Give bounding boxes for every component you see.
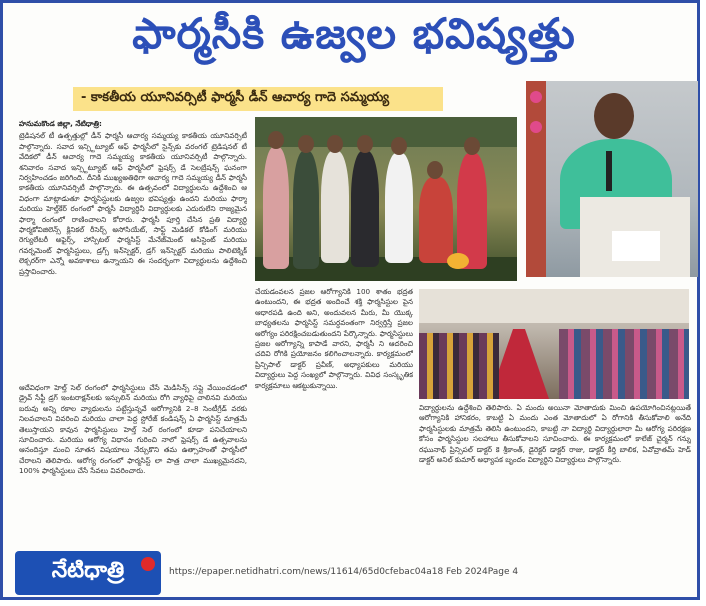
logo-dot-icon bbox=[141, 557, 155, 571]
article-column-1 bbox=[19, 119, 247, 381]
article-text-3: చేయడంవలన ప్రజల ఆరోగ్యానికి 100 శాతం భద్రత ఉంటుందని, ఈ భద్రత అందించే శక్తి ఫార్మసిస్టుల పైన ఆధారపడి ఉంది అని, అందువలన మీరు, మీ యొక్క బాధ్యతలను ఫార్మసిస్ట్ సమర్థవంతంగా నిర్వర్తిస్తే ప్రజల ఆరోగ్యం పరిరక్షించబడుతుందని పేర్కొన్నారు. ఫార్మసిస్టులు ప్రజల ఆరోగ్యాన్ని కాపాడే వారని, ఫార్మసీ ని ఆదరించి చదివి రోగికి ప్రయోజనం కలిగించాలన్నారు. కార్యక్రమంలో ప్రిన్సిపాల్ డాక్టర్ ప్రవీణ్, అధ్యాపకులు మరియు విద్యార్థులు పెద్ద సంఖ్యలో పాల్గొన్నారు. వివిధ సంస్కృతిక కార్యక్రమాలు ఆకట్టుకున్నాయి. bbox=[255, 287, 413, 390]
article-column-3 bbox=[255, 287, 413, 543]
source-url[interactable]: https://epaper.netidhatri.com/news/11614/65d0cfebac04a18 Feb 2024Page 4 bbox=[169, 567, 519, 577]
newspaper-logo bbox=[15, 551, 161, 595]
article-text-4: విద్యార్థులను ఉద్దేశించి తెలిపారు. ఏ మందు అయినా మోతాదుకు మించి ఉపయోగించినట్లయితే ఆరోగ్యానికి హానికరం, కాబట్టి ఏ మందు ఎంత మోతాదులో ఏ రోగానికి తీసుకోవాలి అనేది ఫార్మసిస్టులకు మాత్రమే తెలిసి ఉంటుందని, కాబట్టి నా విద్యార్థి విద్యార్థులారా మీ ఆరోగ్య పరిరక్షణ కోసం ఫార్మసిస్టుల సలహాలు తీసుకోవాలని సూచించారు. ఈ కార్యక్రమంలో కాలేజ్ చైర్మన్ గన్ను రఘునాథ్ ప్రిన్సిపల్ డాక్టర్ కె శ్రీకాంత్, డైరెక్టర్ డాక్టర్ రాజు, డాక్టర్ కీర్తి బాలిక, ఏవోవ్రాతమ్ హెడ్ డాక్టర్ అనిల్ కుమార్ అధ్యాపక బృందం విద్యార్థిని విద్యార్థులు పాల్గొన్నారు. bbox=[419, 403, 691, 465]
article-text-2: ఆదేవిధంగా హెల్త్ సెల్ రంగంలో ఫార్మసిస్టులు చేసే మెడిసిన్స్ సప్లై వేయించడంలో డ్రైవ్ సేఫ్టీ డ్రగ్ ఇంటరాక్షన్‌లకు ఇన్సులిన్ మరియు రోగి వ్యాధిపై చాలినవి మరియు బరువు అన్ని రకాల వ్యాధులను పట్టేస్తున్నవే ఆరోగ్యానికి 2–8 సెంటీగ్రేడ్ వరకు నిలవచాలని వివరించి మరియు చాలా పెద్ద స్టోరేజ్ కండిషన్స్ ఏ ఫార్మసిస్ట్ మాత్రమే తెలుస్తాయని కావున ఫార్మసిస్టులు హెల్త్ సెల్ రంగంలో కూడా పనిచేయాలని సూచించారు. మరియు ఆరోగ్య విధానం గురించి నాలో ఫ్రెషర్స్ డే ఉత్సవాలను ఆనందిస్తూ మంచి నూతన విషయాలు నేర్చుకొని తమ ఉత్సాహంతో ఫార్మసీలో చేరాలని తెలిపారు. ఆరోగ్య రంగంలో ఫార్మసిస్ట్ లా పాత్ర చాలా ముఖ్యమైనదని, 100% ఫార్మసిస్టులు చేసే సేవలు వివరించారు. bbox=[19, 383, 247, 476]
headline: ఫార్మసీకి ఉజ్వల భవిష్యత్తు bbox=[132, 9, 576, 58]
article-column-2 bbox=[19, 383, 247, 543]
subheadline: - కాకతీయ యూనివర్సిటీ ఫార్మసీ డీన్ ఆచార్య గాదె సమ్మయ్య bbox=[73, 87, 443, 111]
photo-group-stage bbox=[255, 117, 517, 281]
logo-text: నేటిధాత్రి bbox=[51, 558, 125, 583]
article-column-4 bbox=[419, 403, 691, 543]
article-text-1: ట్రెడిషనల్ టీ ఉత్పత్తుల్లో డీన్ ఫార్మసీ ఆచార్య సమ్మయ్య కాకతీయ యూనివర్సిటీ పాల్గొన్నారు. సవాద ఇన్స్టిట్యూట్ ఆఫ్ ఫార్మసీలో సైన్స్‌కు వరంగల్ ట్రెడిషనల్ టీ వేదికలో డీన్ ఆచార్య గాదె సమ్మయ్య కాకతీయ యూనివర్సిటీ పాల్గొన్నారు. శనివారం సవాద ఇన్స్టిట్యూట్ ఆఫ్ ఫార్మసీలో ఫ్రెషర్స్ డే సెలబ్రేషన్స్ ఘనంగా నిర్వహించడం జరిగింది. దీనికి ముఖ్యఅతిథిగా ఆచార్య గాదె సమ్మయ్య డీన్ ఫార్మసీ కాకతీయ యూనివర్సిటీ పాల్గొన్నారు. ఈ ఉత్సవంలో విద్యార్థులను ఉద్దేశించి ఆ విధంగా మాట్లాడుతూ ఫార్మసిస్టులకు ఉజ్వల భవిష్యత్తు ఉందని మరియు ఫార్మా మరియు హెల్త్‌కేర్ రంగంలో ఫార్మసీ విద్యార్థినీ విద్యార్థులకు ఎదురులేని రాజ్యమైన ఫార్మా రంగంలో రాణించాలని కోరారు. ఫార్మసీ పూర్తి చేసిన ప్రతి విద్యార్థి ఫార్మకోవిజిలెన్స్ క్లినికల్ రీసెర్చ్ అసోసియేట్, సాఫ్ట్ మెడికల్ కోడింగ్ మరియు రెగ్యులేటరీ అఫైర్స్, హాస్పిటల్ ఫార్మసిస్ట్ మేనేజ్‌మెంట్ అసిస్టెంట్ మరియు గవర్నమెంట్ ఫార్మసిస్టులు, డ్రగ్స్ ఇన్‌స్పెక్టర్, డ్రగ్ ఇన్‌స్పెక్టర్ మరియు పాలిటెక్నిక్ లెక్చరర్‌గా ఎన్నో అవకాశాలు ఉన్నాయని ఈ సందర్భంగా విద్యార్థులను ఉద్దేశించి ప్రస్తావించారు. bbox=[19, 131, 247, 276]
footer bbox=[9, 551, 699, 597]
photo-speaker-podium bbox=[526, 81, 698, 277]
photo-audience bbox=[419, 289, 689, 399]
dateline: హనుమకొండ జిల్లా, నేటిధాత్రి: bbox=[19, 119, 102, 128]
